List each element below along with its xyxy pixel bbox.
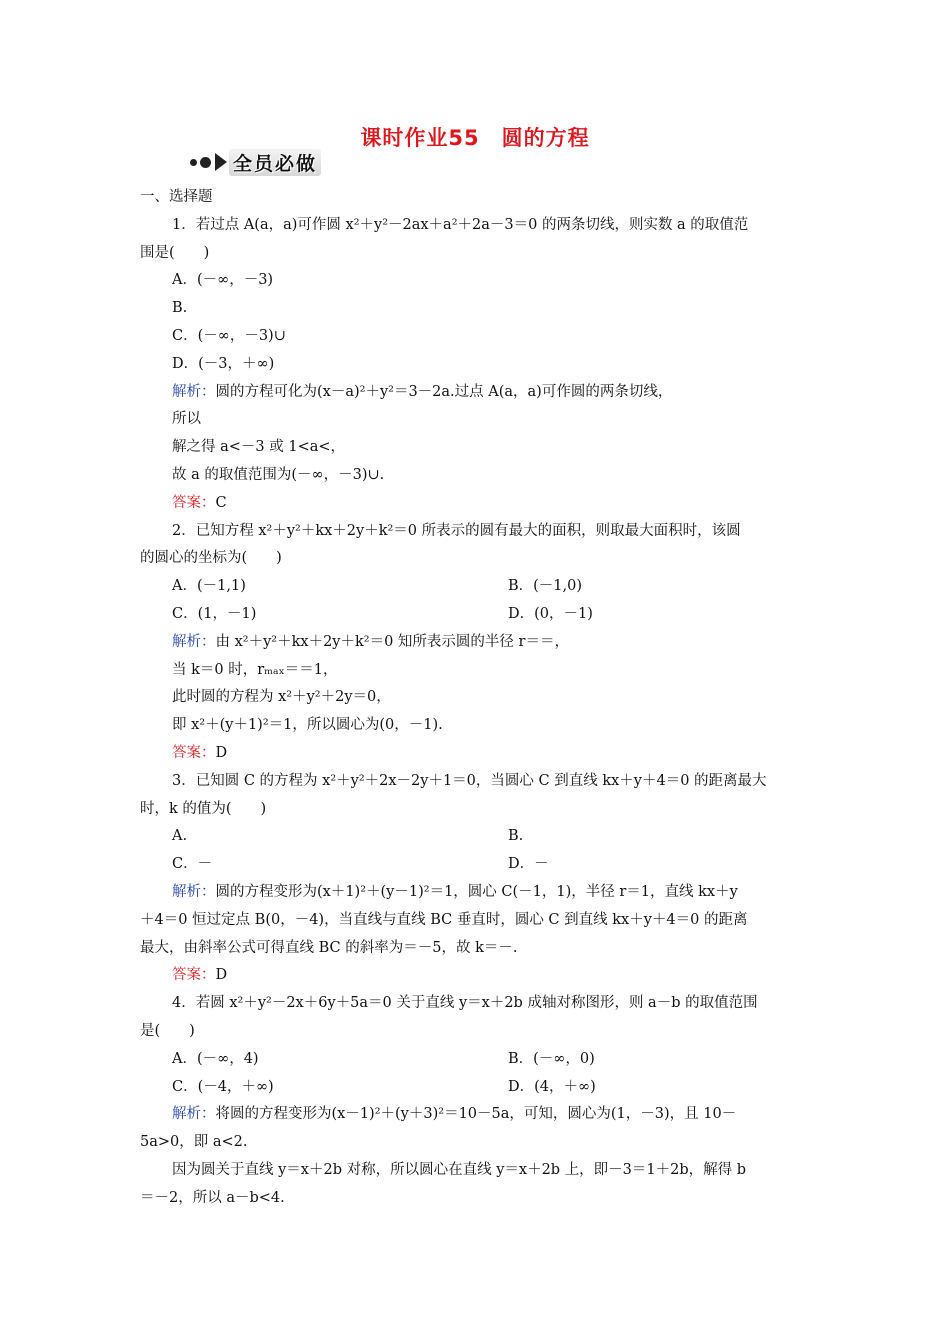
question-3-analysis-line: 最大，由斜率公式可得直线 BC 的斜率为＝－5，故 k＝－. [140,939,518,956]
question-4-analysis-line: ＝－2，所以 a－b<4. [140,1189,285,1206]
question-3-stem: 3．已知圆 C 的方程为 x²＋y²＋2x－2y＋1＝0，当圆心 C 到直线 kx＋y＋4＝0 的距离最大 [172,772,767,789]
question-2-analysis-line: 即 x²＋(y＋1)²＝1，所以圆心为(0，－1). [172,717,443,734]
question-3-option-b: B. [508,828,524,845]
question-4-stem-cont: 是( ) [140,1022,195,1039]
question-2-stem: 2．已知方程 x²＋y²＋kx＋2y＋k²＝0 所表示的圆有最大的面积，则取最大面积时，该圆 [172,522,741,539]
analysis-text: 圆的方程可化为(x－a)²＋y²＝3－2a.过点 A(a，a)可作圆的两条切线， [215,383,673,400]
question-4-option-a: A．(－∞，4) [172,1050,259,1067]
question-3-answer [140,962,812,990]
answer-value: C [215,494,227,511]
question-4-stem: 4．若圆 x²＋y²－2x＋6y＋5a＝0 关于直线 y＝x＋2b 成轴对称图形，则 a－b 的取值范围 [172,995,758,1012]
question-4-analysis-line: 因为圆关于直线 y＝x＋2b 对称，所以圆心在直线 y＝x＋2b 上，即－3＝1＋2b，解得 b [172,1161,747,1178]
question-2-options-row [140,573,812,601]
analysis-text: 圆的方程变形为(x＋1)²＋(y－1)²＝1，圆心 C(－1，1)，半径 r＝1，直线 kx＋y [215,883,738,900]
question-2-analysis [140,629,812,657]
analysis-text: 由 x²＋y²＋kx＋2y＋k²＝0 知所表示圆的半径 r＝＝， [215,633,569,650]
question-3-option-a: A. [172,828,188,845]
question-2-analysis-line: 此时圆的方程为 x²＋y²＋2y＝0， [172,689,391,706]
question-1-option-b: B. [172,300,188,317]
question-2-option-c: C．(1，－1) [172,605,257,622]
question-2-option-a: A．(－1,1) [172,578,246,595]
analysis-label: 解析： [172,383,216,400]
answer-value: D [215,967,228,984]
question-1-analysis-line: 所以 [172,411,201,428]
question-3-analysis [140,879,812,907]
question-3-option-d: D．－ [508,856,549,873]
question-1-analysis-line: 故 a 的取值范围为(－∞，－3)∪. [172,466,385,483]
question-1-answer [140,490,812,518]
analysis-text: 将圆的方程变形为(x－1)²＋(y＋3)²＝10－5a，可知，圆心为(1，－3)，且 10－ [215,1106,737,1123]
section-heading: 一、选择题 [140,189,213,205]
section-banner [190,150,321,174]
question-1-option-a: A．(－∞，－3) [172,272,274,289]
question-1-option-d: D．(－3，＋∞) [172,355,275,372]
question-4-option-d: D．(4，＋∞) [508,1078,596,1095]
question-1-option-c: C．(－∞，－3)∪ [172,327,286,344]
answer-label: 答案： [172,967,216,984]
question-2-options-row [140,601,812,629]
answer-value: D [215,744,228,761]
question-4-analysis [140,1101,812,1129]
question-3-stem-cont: 时，k 的值为( ) [140,800,267,817]
question-2-stem-cont: 的圆心的坐标为( ) [140,550,282,567]
question-2-analysis-line: 当 k＝0 时，rₘₐₓ＝＝1， [172,661,338,678]
page-title: 课时作业55 圆的方程 [360,126,590,150]
question-4-options-row [140,1046,812,1074]
question-3-analysis-line: ＋4＝0 恒过定点 B(0，－4)，当直线与直线 BC 垂直时，圆心 C 到直线 kx＋y＋4＝0 的距离 [140,911,748,928]
question-3-options-row [140,823,812,851]
question-2-option-b: B．(－1,0) [508,578,583,595]
question-3-options-row [140,851,812,879]
answer-label: 答案： [172,744,216,761]
question-1-stem-cont: 围是( ) [140,244,210,261]
answer-label: 答案： [172,494,216,511]
question-4-option-b: B．(－∞，0) [508,1050,595,1067]
analysis-label: 解析： [172,1106,216,1123]
question-4-analysis-line: 5a>0，即 a<2. [140,1134,248,1151]
question-3-option-c: C．－ [172,856,213,873]
question-2-option-d: D．(0，－1) [508,605,593,622]
question-1-analysis-line: 解之得 a<－3 或 1<a<， [172,439,346,456]
question-1-analysis [140,379,812,407]
question-2-answer [140,740,812,768]
question-1-stem: 1．若过点 A(a，a)可作圆 x²＋y²－2ax＋a²＋2a－3＝0 的两条切线，则实数 a 的取值范 [172,216,749,233]
analysis-label: 解析： [172,883,216,900]
banner-dots-icon [190,157,211,168]
analysis-label: 解析： [172,633,216,650]
banner-arrow-icon [215,153,227,171]
banner-label: 全员必做 [229,149,321,176]
question-4-option-c: C．(－4，＋∞) [172,1078,274,1095]
exercise-content [140,184,812,1212]
question-4-options-row [140,1074,812,1102]
